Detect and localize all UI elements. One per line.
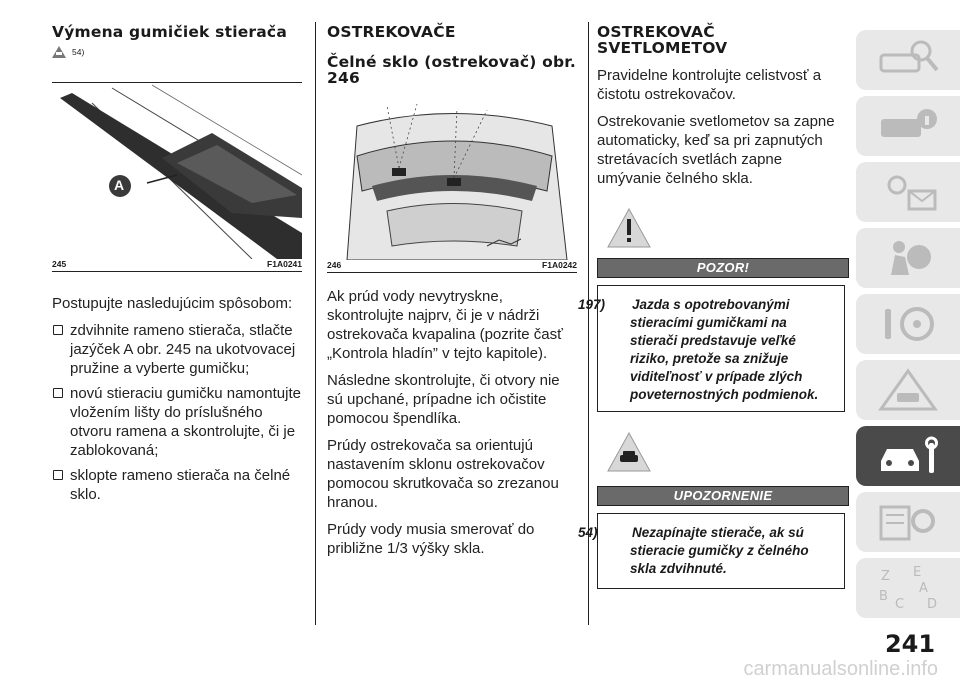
notice-box <box>578 513 845 589</box>
svg-text:Z: Z <box>881 569 890 584</box>
figure-245-wiper-blade <box>52 83 302 259</box>
dashboard-lights-icon <box>873 169 943 215</box>
small-car-warning-icon <box>52 46 66 58</box>
figure-caption-246 <box>327 260 577 273</box>
warning-text: 197) Jazda s opotrebovanými stieracími gumičkami na stierači predstavuje veľké riziko, pretože sa znižuje viditeľnosť v prípade zlých poveternostných podmienok. <box>578 297 819 402</box>
instruction-intro: Postupujte nasledujúcim spôsobom: <box>52 295 293 312</box>
warning-box <box>578 285 845 412</box>
car-warning-triangle-icon <box>607 432 651 477</box>
wiper-blade-illustration <box>52 83 302 259</box>
svg-text:C: C <box>895 597 905 612</box>
checkbox-bullet-icon <box>53 325 63 335</box>
page-number: 241 <box>884 630 936 658</box>
tab-index[interactable] <box>856 558 960 618</box>
tab-starting-driving[interactable] <box>856 294 960 354</box>
tab-knowing-the-car[interactable] <box>856 30 960 90</box>
tab-car-info[interactable] <box>856 96 960 156</box>
section-heading-washers: OSTREKOVAČE <box>327 23 456 41</box>
washer-nozzles-illustration <box>327 96 577 260</box>
figure-code: F1A0241 <box>267 259 302 269</box>
warning-reference <box>52 46 302 58</box>
column-separator <box>315 22 316 625</box>
step-item: novú stieraciu gumičku namontujte vložením lišty do príslušného otvoru ramena a skontrolujte, či je zablokovaná; <box>52 384 302 460</box>
warning-title-bar: POZOR! <box>597 258 849 278</box>
steering-key-icon <box>873 301 943 347</box>
tab-technical-data[interactable] <box>856 492 960 552</box>
tab-maintenance[interactable] <box>856 426 960 486</box>
specs-gear-icon <box>873 499 943 545</box>
tab-safety[interactable] <box>856 228 960 288</box>
column-wiper-blades <box>52 0 302 510</box>
figure-246-windscreen-washer <box>327 96 577 260</box>
section-heading-headlamp-washer: OSTREKOVAČ SVETLOMETOV <box>597 23 728 57</box>
checkbox-bullet-icon <box>53 388 63 398</box>
reference-number: 54) <box>72 47 85 57</box>
paragraph: Následne skontrolujte, či otvory nie sú upchané, prípadne ich očistite pomocou špendlíka. <box>327 372 560 427</box>
svg-text:B: B <box>879 589 888 604</box>
subsection-heading-windscreen: Čelné sklo (ostrekovač) obr. 246 <box>327 53 576 87</box>
label-a: A <box>114 177 125 193</box>
checkbox-bullet-icon <box>53 470 63 480</box>
svg-text:E: E <box>913 565 922 580</box>
alphabet-index-icon <box>873 560 943 616</box>
svg-text:D: D <box>927 597 938 612</box>
svg-text:A: A <box>919 581 928 596</box>
tab-warning-lights[interactable] <box>856 162 960 222</box>
notice-text: 54) Nezapínajte stierače, ak sú stieracie gumičky z čelného skla zdvihnuté. <box>578 525 809 576</box>
car-warning-triangle-icon <box>873 367 943 413</box>
notice-title-bar: UPOZORNENIE <box>597 486 849 506</box>
step-item: sklopte rameno stierača na čelné sklo. <box>52 466 302 504</box>
airbag-person-icon <box>873 235 943 281</box>
figure-number: 246 <box>327 260 342 270</box>
tab-emergency[interactable] <box>856 360 960 420</box>
section-heading-wiper-blades: Výmena gumičiek stierača <box>52 23 287 41</box>
paragraph: Ak prúd vody nevytryskne, skontrolujte najprv, či je v nádrži ostrekovača kvapalina (pozrite časť „Kontrola hladín” v tejto kapitole). <box>327 288 563 362</box>
figure-number: 245 <box>52 259 67 269</box>
footer-watermark: carmanualsonline.info <box>743 658 938 680</box>
step-item: zdvihnite rameno stierača, stlačte jazýček A obr. 245 na ukotvovacej pružine a vyberte gumičku; <box>52 321 302 378</box>
paragraph: Prúdy ostrekovača sa orientujú nastavením sklonu ostrekovačov pomocou skrutkovača so zrezanou hranou. <box>327 437 559 511</box>
column-headlamp-washer <box>578 0 849 576</box>
car-search-icon <box>873 37 943 83</box>
car-info-icon <box>873 103 943 149</box>
paragraph: Pravidelne kontrolujte celistvosť a čistotu ostrekovačov. <box>597 67 822 103</box>
figure-code: F1A0242 <box>542 260 577 270</box>
paragraph: Ostrekovanie svetlometov sa zapne automaticky, keď sa pri zapnutých stretávacích svetlách zapne umývanie čelného skla. <box>597 113 835 187</box>
paragraph: Prúdy vody musia smerovať do približne 1/3 výšky skla. <box>327 521 535 557</box>
column-washers <box>327 0 577 566</box>
car-wrench-icon <box>873 433 943 479</box>
figure-caption-245 <box>52 259 302 272</box>
warning-triangle-icon <box>607 208 651 253</box>
